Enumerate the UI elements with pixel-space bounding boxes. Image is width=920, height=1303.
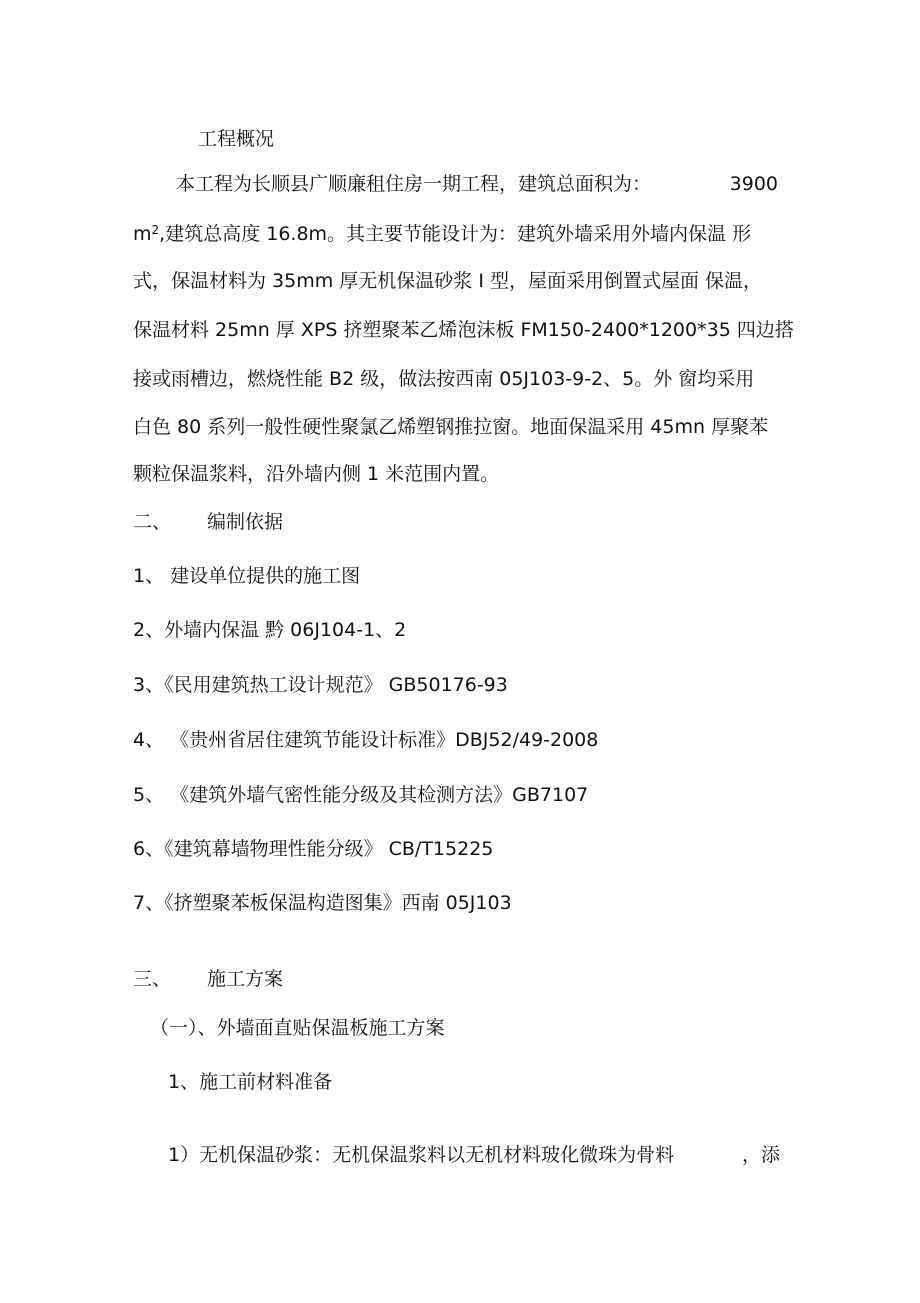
paragraph-line-2-text: ,建筑总高度 16.8m。其主要节能设计为：建筑外墙采用外墙内保温 形 xyxy=(159,223,752,245)
paragraph-line-2 xyxy=(133,221,781,247)
paragraph-line-5: 接或雨槽边，燃烧性能 B2 级，做法按西南 05J103-9-2、5。外 窗均采用 xyxy=(133,368,755,390)
list-item: 3、《民用建筑热工设计规范》 GB50176-93 xyxy=(133,674,508,696)
section-heading-basis xyxy=(133,509,283,535)
section-title: 施工方案 xyxy=(207,968,284,990)
list-item: 2、外墙内保温 黔 06J104-1、2 xyxy=(133,619,407,641)
paragraph-line-7: 颗粒保温浆料，沿外墙内侧 1 米范围内置。 xyxy=(133,463,500,485)
subsection-paragraph-text: 1）无机保温砂浆：无机保温浆料以无机材料玻化微珠为骨料 xyxy=(168,1144,675,1166)
subsection-paragraph xyxy=(168,1142,780,1168)
total-area-value: 3900 xyxy=(729,173,778,195)
paragraph-line-3: 式，保温材料为 35mm 厚无机保温砂浆 I 型，屋面采用倒置式屋面 保温， xyxy=(133,270,762,292)
section-title: 编制依据 xyxy=(207,511,284,533)
subsection-paragraph-end: ，添 xyxy=(741,1144,780,1166)
list-item: 6、《建筑幕墙物理性能分级》 CB/T15225 xyxy=(133,838,494,860)
section-number: 二、 xyxy=(133,511,172,533)
area-unit: m xyxy=(133,223,152,245)
section-heading-plan xyxy=(133,966,283,992)
list-item: 1、 建设单位提供的施工图 xyxy=(133,565,361,587)
list-item: 5、 《建筑外墙气密性能分级及其检测方法》GB7107 xyxy=(133,784,589,806)
list-item: 4、 《贵州省居住建筑节能设计标准》DBJ52/49-2008 xyxy=(133,729,599,751)
section-number: 三、 xyxy=(133,968,172,990)
section-title-overview: 工程概况 xyxy=(198,128,275,150)
area-unit-superscript: 2 xyxy=(151,223,160,237)
paragraph-line-1 xyxy=(176,171,778,197)
paragraph-line-4: 保温材料 25mn 厚 XPS 挤塑聚苯乙烯泡沫板 FM150-2400*1200*35 四边搭 xyxy=(133,319,794,341)
subsection-heading: （一）、外墙面直贴保温板施工方案 xyxy=(150,1017,445,1039)
paragraph-line-1-text: 本工程为长顺县广顺廉租住房一期工程，建筑总面积为： xyxy=(176,173,652,195)
paragraph-line-6: 白色 80 系列一般性硬性聚氯乙烯塑钢推拉窗。地面保温采用 45mn 厚聚苯 xyxy=(133,416,769,438)
list-item: 7、《挤塑聚苯板保温构造图集》西南 05J103 xyxy=(133,892,512,914)
subsection-item: 1、施工前材料准备 xyxy=(168,1071,333,1093)
